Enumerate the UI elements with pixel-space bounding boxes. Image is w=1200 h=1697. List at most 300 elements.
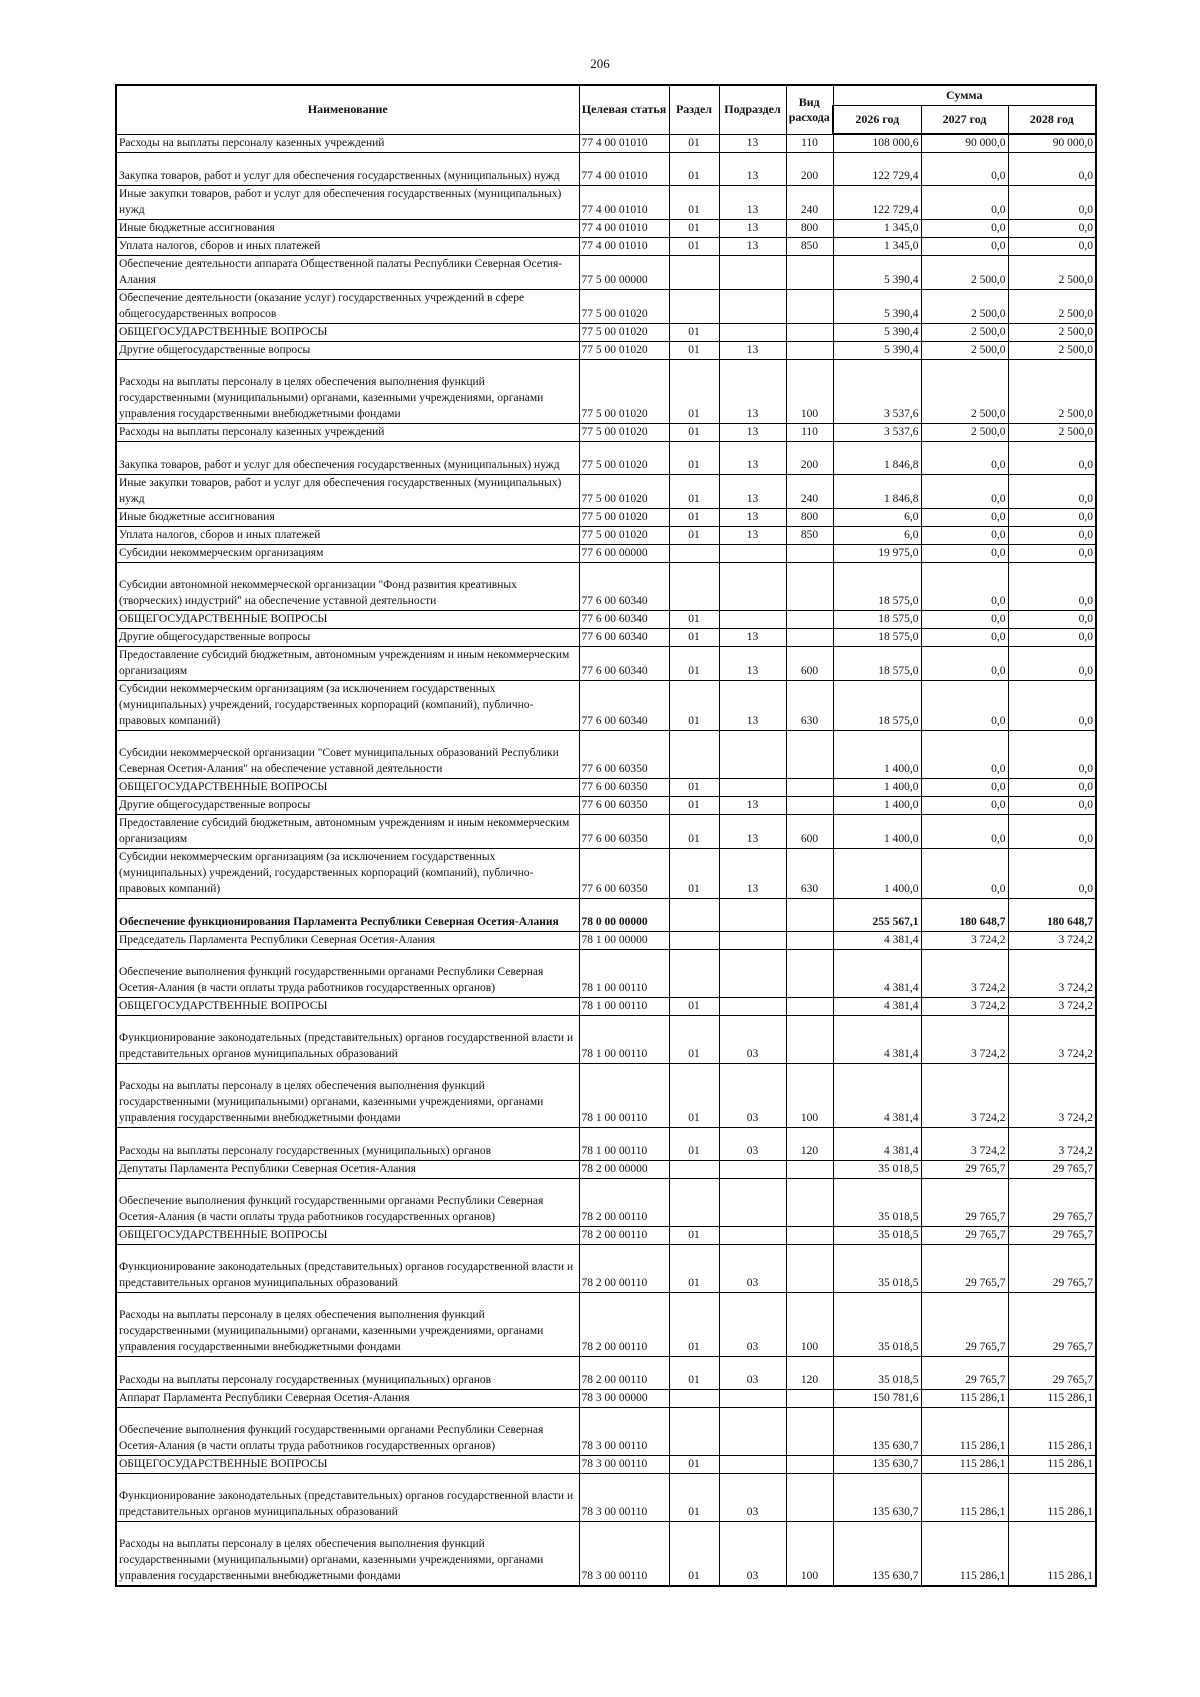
table-row — [116, 186, 1096, 220]
cell-name: ОБЩЕГОСУДАРСТВЕННЫЕ ВОПРОСЫ — [116, 1456, 579, 1474]
cell-target-code: 77 4 00 01010 — [579, 153, 669, 186]
cell-section — [669, 731, 719, 779]
cell-name: ОБЩЕГОСУДАРСТВЕННЫЕ ВОПРОСЫ — [116, 611, 579, 629]
cell-sum-2027: 0,0 — [921, 442, 1008, 475]
cell-expense-kind — [786, 731, 833, 779]
col-header-target: Целевая статья — [579, 85, 669, 134]
cell-expense-kind — [786, 563, 833, 611]
col-header-2027: 2027 год — [921, 105, 1008, 134]
cell-sum-2028: 3 724,2 — [1008, 998, 1096, 1016]
cell-name: Субсидии некоммерческой организации "Совет муниципальных образований Республики Северная Осетия-Алания" на обеспечение уставной деятельности — [116, 731, 579, 779]
cell-sum-2027: 2 500,0 — [921, 290, 1008, 324]
cell-subsection: 03 — [719, 1474, 786, 1522]
cell-sum-2027: 0,0 — [921, 153, 1008, 186]
cell-section — [669, 1179, 719, 1227]
cell-name: Иные закупки товаров, работ и услуг для обеспечения государственных (муниципальных) нужд — [116, 186, 579, 220]
cell-sum-2027: 0,0 — [921, 849, 1008, 899]
cell-subsection: 03 — [719, 1245, 786, 1293]
cell-target-code: 78 2 00 00110 — [579, 1357, 669, 1390]
cell-sum-2026: 4 381,4 — [833, 950, 921, 998]
cell-name: ОБЩЕГОСУДАРСТВЕННЫЕ ВОПРОСЫ — [116, 324, 579, 342]
cell-sum-2026: 18 575,0 — [833, 681, 921, 731]
col-header-subsection: Подраздел — [719, 85, 786, 134]
cell-expense-kind — [786, 1161, 833, 1179]
cell-section: 01 — [669, 1474, 719, 1522]
cell-sum-2027: 180 648,7 — [921, 899, 1008, 932]
cell-target-code: 77 6 00 00000 — [579, 545, 669, 563]
table-row — [116, 1227, 1096, 1245]
cell-expense-kind — [786, 899, 833, 932]
cell-sum-2026: 5 390,4 — [833, 324, 921, 342]
cell-target-code: 77 5 00 01020 — [579, 324, 669, 342]
cell-subsection: 03 — [719, 1357, 786, 1390]
cell-section: 01 — [669, 1456, 719, 1474]
cell-name: Субсидии некоммерческим организациям (за исключением государственных (муниципальных) учреждений, государственных корпораций (компаний), публично-правовых компаний) — [116, 681, 579, 731]
cell-subsection: 03 — [719, 1064, 786, 1128]
cell-expense-kind: 800 — [786, 220, 833, 238]
table-row — [116, 647, 1096, 681]
cell-subsection: 13 — [719, 849, 786, 899]
cell-sum-2027: 115 286,1 — [921, 1390, 1008, 1408]
cell-sum-2027: 0,0 — [921, 629, 1008, 647]
cell-target-code: 78 2 00 00110 — [579, 1245, 669, 1293]
cell-expense-kind — [786, 998, 833, 1016]
cell-subsection — [719, 1390, 786, 1408]
cell-name: Субсидии некоммерческим организациям — [116, 545, 579, 563]
cell-sum-2028: 0,0 — [1008, 681, 1096, 731]
cell-sum-2027: 3 724,2 — [921, 950, 1008, 998]
table-row — [116, 1357, 1096, 1390]
cell-name: Субсидии некоммерческим организациям (за исключением государственных (муниципальных) учреждений, государственных корпораций (компаний), публично-правовых компаний) — [116, 849, 579, 899]
cell-expense-kind — [786, 290, 833, 324]
cell-name: Другие общегосударственные вопросы — [116, 629, 579, 647]
cell-sum-2028: 29 765,7 — [1008, 1179, 1096, 1227]
cell-sum-2028: 2 500,0 — [1008, 256, 1096, 290]
table-row — [116, 424, 1096, 442]
table-row — [116, 238, 1096, 256]
cell-expense-kind: 120 — [786, 1357, 833, 1390]
table-row — [116, 899, 1096, 932]
cell-sum-2026: 5 390,4 — [833, 290, 921, 324]
cell-sum-2026: 1 400,0 — [833, 815, 921, 849]
cell-sum-2027: 0,0 — [921, 815, 1008, 849]
cell-target-code: 77 5 00 01020 — [579, 442, 669, 475]
cell-sum-2026: 4 381,4 — [833, 932, 921, 950]
cell-section: 01 — [669, 342, 719, 360]
cell-subsection: 13 — [719, 360, 786, 424]
cell-sum-2028: 3 724,2 — [1008, 932, 1096, 950]
cell-sum-2027: 115 286,1 — [921, 1408, 1008, 1456]
cell-expense-kind: 600 — [786, 647, 833, 681]
cell-sum-2027: 0,0 — [921, 475, 1008, 509]
cell-sum-2028: 0,0 — [1008, 220, 1096, 238]
cell-section — [669, 1390, 719, 1408]
cell-target-code: 77 5 00 01020 — [579, 290, 669, 324]
cell-expense-kind: 240 — [786, 475, 833, 509]
cell-sum-2027: 0,0 — [921, 611, 1008, 629]
cell-sum-2026: 135 630,7 — [833, 1522, 921, 1586]
cell-target-code: 78 2 00 00110 — [579, 1227, 669, 1245]
cell-expense-kind: 200 — [786, 442, 833, 475]
cell-sum-2028: 0,0 — [1008, 475, 1096, 509]
cell-expense-kind — [786, 324, 833, 342]
cell-subsection: 13 — [719, 424, 786, 442]
cell-subsection: 03 — [719, 1293, 786, 1357]
cell-section: 01 — [669, 1227, 719, 1245]
cell-sum-2027: 3 724,2 — [921, 1128, 1008, 1161]
cell-expense-kind: 120 — [786, 1128, 833, 1161]
table-row — [116, 545, 1096, 563]
cell-expense-kind — [786, 1245, 833, 1293]
cell-section: 01 — [669, 1293, 719, 1357]
cell-subsection: 13 — [719, 815, 786, 849]
cell-sum-2026: 35 018,5 — [833, 1161, 921, 1179]
cell-sum-2028: 0,0 — [1008, 611, 1096, 629]
table-row — [116, 611, 1096, 629]
cell-section: 01 — [669, 779, 719, 797]
table-row — [116, 950, 1096, 998]
cell-expense-kind: 850 — [786, 527, 833, 545]
cell-expense-kind — [786, 1227, 833, 1245]
cell-sum-2026: 35 018,5 — [833, 1245, 921, 1293]
cell-expense-kind — [786, 779, 833, 797]
cell-name: ОБЩЕГОСУДАРСТВЕННЫЕ ВОПРОСЫ — [116, 779, 579, 797]
cell-section: 01 — [669, 186, 719, 220]
cell-expense-kind: 850 — [786, 238, 833, 256]
cell-section: 01 — [669, 815, 719, 849]
cell-section: 01 — [669, 442, 719, 475]
cell-sum-2026: 18 575,0 — [833, 611, 921, 629]
cell-name: Обеспечение выполнения функций государственными органами Республики Северная Осетия-Алания (в части оплаты труда работников государственных органов) — [116, 1408, 579, 1456]
cell-sum-2028: 0,0 — [1008, 186, 1096, 220]
table-row — [116, 1161, 1096, 1179]
cell-subsection — [719, 779, 786, 797]
table-row — [116, 1522, 1096, 1586]
table-row — [116, 629, 1096, 647]
cell-expense-kind: 100 — [786, 360, 833, 424]
cell-expense-kind — [786, 1390, 833, 1408]
cell-section: 01 — [669, 1357, 719, 1390]
cell-target-code: 77 5 00 01020 — [579, 424, 669, 442]
cell-subsection: 13 — [719, 220, 786, 238]
cell-target-code: 78 3 00 00000 — [579, 1390, 669, 1408]
cell-sum-2027: 0,0 — [921, 647, 1008, 681]
cell-expense-kind — [786, 256, 833, 290]
cell-target-code: 77 5 00 01020 — [579, 360, 669, 424]
cell-section: 01 — [669, 1016, 719, 1064]
cell-expense-kind: 200 — [786, 153, 833, 186]
cell-target-code: 78 3 00 00110 — [579, 1408, 669, 1456]
cell-name: Иные бюджетные ассигнования — [116, 509, 579, 527]
cell-name: Обеспечение функционирования Парламента Республики Северная Осетия-Алания — [116, 899, 579, 932]
table-row — [116, 1293, 1096, 1357]
table-row — [116, 1179, 1096, 1227]
cell-name: Функционирование законодательных (представительных) органов государственной власти и представительных органов муниципальных образований — [116, 1245, 579, 1293]
cell-target-code: 78 1 00 00110 — [579, 950, 669, 998]
cell-target-code: 78 1 00 00000 — [579, 932, 669, 950]
cell-subsection — [719, 290, 786, 324]
cell-subsection: 13 — [719, 527, 786, 545]
cell-subsection — [719, 950, 786, 998]
cell-sum-2027: 29 765,7 — [921, 1245, 1008, 1293]
cell-name: ОБЩЕГОСУДАРСТВЕННЫЕ ВОПРОСЫ — [116, 998, 579, 1016]
cell-sum-2028: 3 724,2 — [1008, 1128, 1096, 1161]
cell-sum-2027: 0,0 — [921, 527, 1008, 545]
cell-section: 01 — [669, 220, 719, 238]
table-row — [116, 1016, 1096, 1064]
cell-sum-2027: 29 765,7 — [921, 1293, 1008, 1357]
cell-section: 01 — [669, 647, 719, 681]
col-header-2026: 2026 год — [833, 105, 921, 134]
cell-sum-2027: 0,0 — [921, 681, 1008, 731]
cell-name: Расходы на выплаты персоналу государственных (муниципальных) органов — [116, 1357, 579, 1390]
cell-section: 01 — [669, 849, 719, 899]
cell-expense-kind — [786, 1408, 833, 1456]
cell-expense-kind — [786, 611, 833, 629]
cell-name: Обеспечение выполнения функций государственными органами Республики Северная Осетия-Алания (в части оплаты труда работников государственных органов) — [116, 950, 579, 998]
cell-subsection: 13 — [719, 342, 786, 360]
col-header-kind: Вид расхода — [786, 85, 833, 134]
cell-sum-2026: 1 400,0 — [833, 849, 921, 899]
cell-sum-2027: 0,0 — [921, 238, 1008, 256]
cell-sum-2027: 3 724,2 — [921, 998, 1008, 1016]
cell-target-code: 78 3 00 00110 — [579, 1522, 669, 1586]
cell-sum-2028: 0,0 — [1008, 797, 1096, 815]
table-row — [116, 1474, 1096, 1522]
cell-name: Другие общегосударственные вопросы — [116, 342, 579, 360]
cell-name: Обеспечение выполнения функций государственными органами Республики Северная Осетия-Алания (в части оплаты труда работников государственных органов) — [116, 1179, 579, 1227]
cell-sum-2026: 1 400,0 — [833, 731, 921, 779]
cell-subsection — [719, 1161, 786, 1179]
col-header-name: Наименование — [116, 85, 579, 134]
cell-subsection — [719, 324, 786, 342]
cell-name: Расходы на выплаты персоналу в целях обеспечения выполнения функций государственными (муниципальными) органами, казенными учреждениями, органами управления государственными внебюджетными фондами — [116, 1522, 579, 1586]
cell-target-code: 77 6 00 60340 — [579, 629, 669, 647]
cell-sum-2028: 0,0 — [1008, 629, 1096, 647]
cell-section: 01 — [669, 998, 719, 1016]
cell-sum-2027: 2 500,0 — [921, 424, 1008, 442]
cell-name: Иные закупки товаров, работ и услуг для обеспечения государственных (муниципальных) нужд — [116, 475, 579, 509]
cell-subsection — [719, 731, 786, 779]
table-body — [116, 134, 1096, 1586]
cell-name: Закупка товаров, работ и услуг для обеспечения государственных (муниципальных) нужд — [116, 442, 579, 475]
cell-target-code: 77 6 00 60350 — [579, 849, 669, 899]
cell-section: 01 — [669, 1064, 719, 1128]
cell-sum-2028: 115 286,1 — [1008, 1408, 1096, 1456]
cell-sum-2027: 29 765,7 — [921, 1179, 1008, 1227]
cell-target-code: 77 4 00 01010 — [579, 238, 669, 256]
cell-sum-2027: 2 500,0 — [921, 324, 1008, 342]
cell-sum-2026: 19 975,0 — [833, 545, 921, 563]
cell-section — [669, 950, 719, 998]
cell-sum-2027: 0,0 — [921, 509, 1008, 527]
table-row — [116, 290, 1096, 324]
cell-expense-kind: 240 — [786, 186, 833, 220]
cell-sum-2026: 135 630,7 — [833, 1408, 921, 1456]
cell-sum-2026: 4 381,4 — [833, 1064, 921, 1128]
cell-expense-kind: 600 — [786, 815, 833, 849]
cell-target-code: 78 1 00 00110 — [579, 1128, 669, 1161]
cell-target-code: 77 6 00 60350 — [579, 797, 669, 815]
cell-sum-2028: 0,0 — [1008, 153, 1096, 186]
cell-name: Расходы на выплаты персоналу в целях обеспечения выполнения функций государственными (муниципальными) органами, казенными учреждениями, органами управления государственными внебюджетными фондами — [116, 1293, 579, 1357]
cell-name: Расходы на выплаты персоналу в целях обеспечения выполнения функций государственными (муниципальными) органами, казенными учреждениями, органами управления государственными внебюджетными фондами — [116, 360, 579, 424]
cell-sum-2028: 0,0 — [1008, 527, 1096, 545]
cell-sum-2026: 122 729,4 — [833, 186, 921, 220]
cell-name: Функционирование законодательных (представительных) органов государственной власти и представительных органов муниципальных образований — [116, 1474, 579, 1522]
cell-subsection — [719, 1456, 786, 1474]
cell-sum-2026: 35 018,5 — [833, 1293, 921, 1357]
cell-sum-2027: 3 724,2 — [921, 1016, 1008, 1064]
cell-sum-2026: 3 537,6 — [833, 424, 921, 442]
cell-subsection: 03 — [719, 1016, 786, 1064]
cell-section: 01 — [669, 1522, 719, 1586]
cell-subsection — [719, 1179, 786, 1227]
cell-section — [669, 932, 719, 950]
cell-name: Расходы на выплаты персоналу казенных учреждений — [116, 134, 579, 153]
cell-sum-2028: 3 724,2 — [1008, 1016, 1096, 1064]
cell-expense-kind — [786, 629, 833, 647]
cell-sum-2028: 29 765,7 — [1008, 1293, 1096, 1357]
cell-section — [669, 1161, 719, 1179]
cell-expense-kind: 630 — [786, 681, 833, 731]
cell-expense-kind: 100 — [786, 1064, 833, 1128]
cell-name: Предоставление субсидий бюджетным, автономным учреждениям и иным некоммерческим организациям — [116, 647, 579, 681]
cell-sum-2028: 2 500,0 — [1008, 324, 1096, 342]
budget-table — [115, 84, 1097, 1587]
table-row — [116, 779, 1096, 797]
cell-section: 01 — [669, 509, 719, 527]
cell-sum-2026: 35 018,5 — [833, 1357, 921, 1390]
cell-expense-kind — [786, 1016, 833, 1064]
cell-sum-2026: 108 000,6 — [833, 134, 921, 153]
cell-sum-2028: 0,0 — [1008, 563, 1096, 611]
col-header-section: Раздел — [669, 85, 719, 134]
cell-section: 01 — [669, 360, 719, 424]
cell-sum-2026: 35 018,5 — [833, 1179, 921, 1227]
cell-subsection: 13 — [719, 238, 786, 256]
cell-section: 01 — [669, 797, 719, 815]
table-row — [116, 815, 1096, 849]
cell-section: 01 — [669, 629, 719, 647]
cell-sum-2028: 29 765,7 — [1008, 1245, 1096, 1293]
cell-target-code: 78 0 00 00000 — [579, 899, 669, 932]
cell-target-code: 77 6 00 60350 — [579, 731, 669, 779]
cell-target-code: 78 1 00 00110 — [579, 1016, 669, 1064]
cell-target-code: 77 4 00 01010 — [579, 134, 669, 153]
table-row — [116, 849, 1096, 899]
cell-subsection: 03 — [719, 1522, 786, 1586]
cell-target-code: 77 5 00 01020 — [579, 475, 669, 509]
table-row — [116, 731, 1096, 779]
cell-sum-2028: 115 286,1 — [1008, 1522, 1096, 1586]
cell-sum-2027: 115 286,1 — [921, 1474, 1008, 1522]
cell-target-code: 77 5 00 01020 — [579, 509, 669, 527]
cell-subsection — [719, 256, 786, 290]
cell-sum-2026: 18 575,0 — [833, 563, 921, 611]
cell-sum-2026: 3 537,6 — [833, 360, 921, 424]
cell-expense-kind: 100 — [786, 1522, 833, 1586]
cell-target-code: 78 2 00 00000 — [579, 1161, 669, 1179]
cell-subsection — [719, 563, 786, 611]
cell-sum-2028: 0,0 — [1008, 442, 1096, 475]
cell-section: 01 — [669, 134, 719, 153]
cell-name: Председатель Парламента Республики Северная Осетия-Алания — [116, 932, 579, 950]
cell-sum-2026: 135 630,7 — [833, 1456, 921, 1474]
table-row — [116, 932, 1096, 950]
cell-sum-2027: 0,0 — [921, 545, 1008, 563]
cell-subsection — [719, 1227, 786, 1245]
table-row — [116, 1408, 1096, 1456]
cell-sum-2026: 5 390,4 — [833, 342, 921, 360]
cell-sum-2026: 5 390,4 — [833, 256, 921, 290]
cell-sum-2028: 2 500,0 — [1008, 342, 1096, 360]
cell-name: Функционирование законодательных (представительных) органов государственной власти и представительных органов муниципальных образований — [116, 1016, 579, 1064]
cell-name: Расходы на выплаты персоналу казенных учреждений — [116, 424, 579, 442]
cell-name: Предоставление субсидий бюджетным, автономным учреждениям и иным некоммерческим организациям — [116, 815, 579, 849]
table-row — [116, 998, 1096, 1016]
cell-name: Уплата налогов, сборов и иных платежей — [116, 527, 579, 545]
cell-sum-2026: 122 729,4 — [833, 153, 921, 186]
cell-sum-2027: 0,0 — [921, 186, 1008, 220]
cell-sum-2028: 90 000,0 — [1008, 134, 1096, 153]
cell-expense-kind: 110 — [786, 424, 833, 442]
cell-subsection — [719, 611, 786, 629]
cell-section: 01 — [669, 475, 719, 509]
cell-sum-2026: 4 381,4 — [833, 1128, 921, 1161]
cell-sum-2027: 3 724,2 — [921, 932, 1008, 950]
cell-target-code: 77 6 00 60350 — [579, 815, 669, 849]
cell-section: 01 — [669, 611, 719, 629]
cell-target-code: 77 6 00 60340 — [579, 681, 669, 731]
cell-section: 01 — [669, 681, 719, 731]
table-row — [116, 509, 1096, 527]
cell-target-code: 77 5 00 01020 — [579, 342, 669, 360]
cell-subsection: 03 — [719, 1128, 786, 1161]
cell-name: Иные бюджетные ассигнования — [116, 220, 579, 238]
cell-expense-kind — [786, 932, 833, 950]
cell-expense-kind — [786, 545, 833, 563]
cell-target-code: 77 4 00 01010 — [579, 186, 669, 220]
table-row — [116, 134, 1096, 153]
cell-target-code: 78 3 00 00110 — [579, 1474, 669, 1522]
cell-sum-2026: 255 567,1 — [833, 899, 921, 932]
cell-sum-2028: 0,0 — [1008, 849, 1096, 899]
cell-sum-2027: 90 000,0 — [921, 134, 1008, 153]
cell-sum-2027: 2 500,0 — [921, 342, 1008, 360]
cell-sum-2026: 18 575,0 — [833, 629, 921, 647]
cell-subsection — [719, 998, 786, 1016]
cell-sum-2026: 6,0 — [833, 509, 921, 527]
cell-sum-2026: 1 846,8 — [833, 475, 921, 509]
cell-section: 01 — [669, 238, 719, 256]
cell-section — [669, 563, 719, 611]
cell-name: ОБЩЕГОСУДАРСТВЕННЫЕ ВОПРОСЫ — [116, 1227, 579, 1245]
cell-sum-2027: 29 765,7 — [921, 1357, 1008, 1390]
table-row — [116, 360, 1096, 424]
cell-subsection: 13 — [719, 629, 786, 647]
cell-subsection: 13 — [719, 186, 786, 220]
cell-sum-2028: 2 500,0 — [1008, 290, 1096, 324]
cell-target-code: 77 6 00 60350 — [579, 779, 669, 797]
cell-sum-2026: 4 381,4 — [833, 998, 921, 1016]
cell-name: Обеспечение деятельности (оказание услуг) государственных учреждений в сфере общегосударственных вопросов — [116, 290, 579, 324]
cell-subsection: 13 — [719, 797, 786, 815]
cell-sum-2026: 1 846,8 — [833, 442, 921, 475]
cell-sum-2026: 150 781,6 — [833, 1390, 921, 1408]
cell-sum-2027: 0,0 — [921, 779, 1008, 797]
cell-target-code: 78 2 00 00110 — [579, 1293, 669, 1357]
